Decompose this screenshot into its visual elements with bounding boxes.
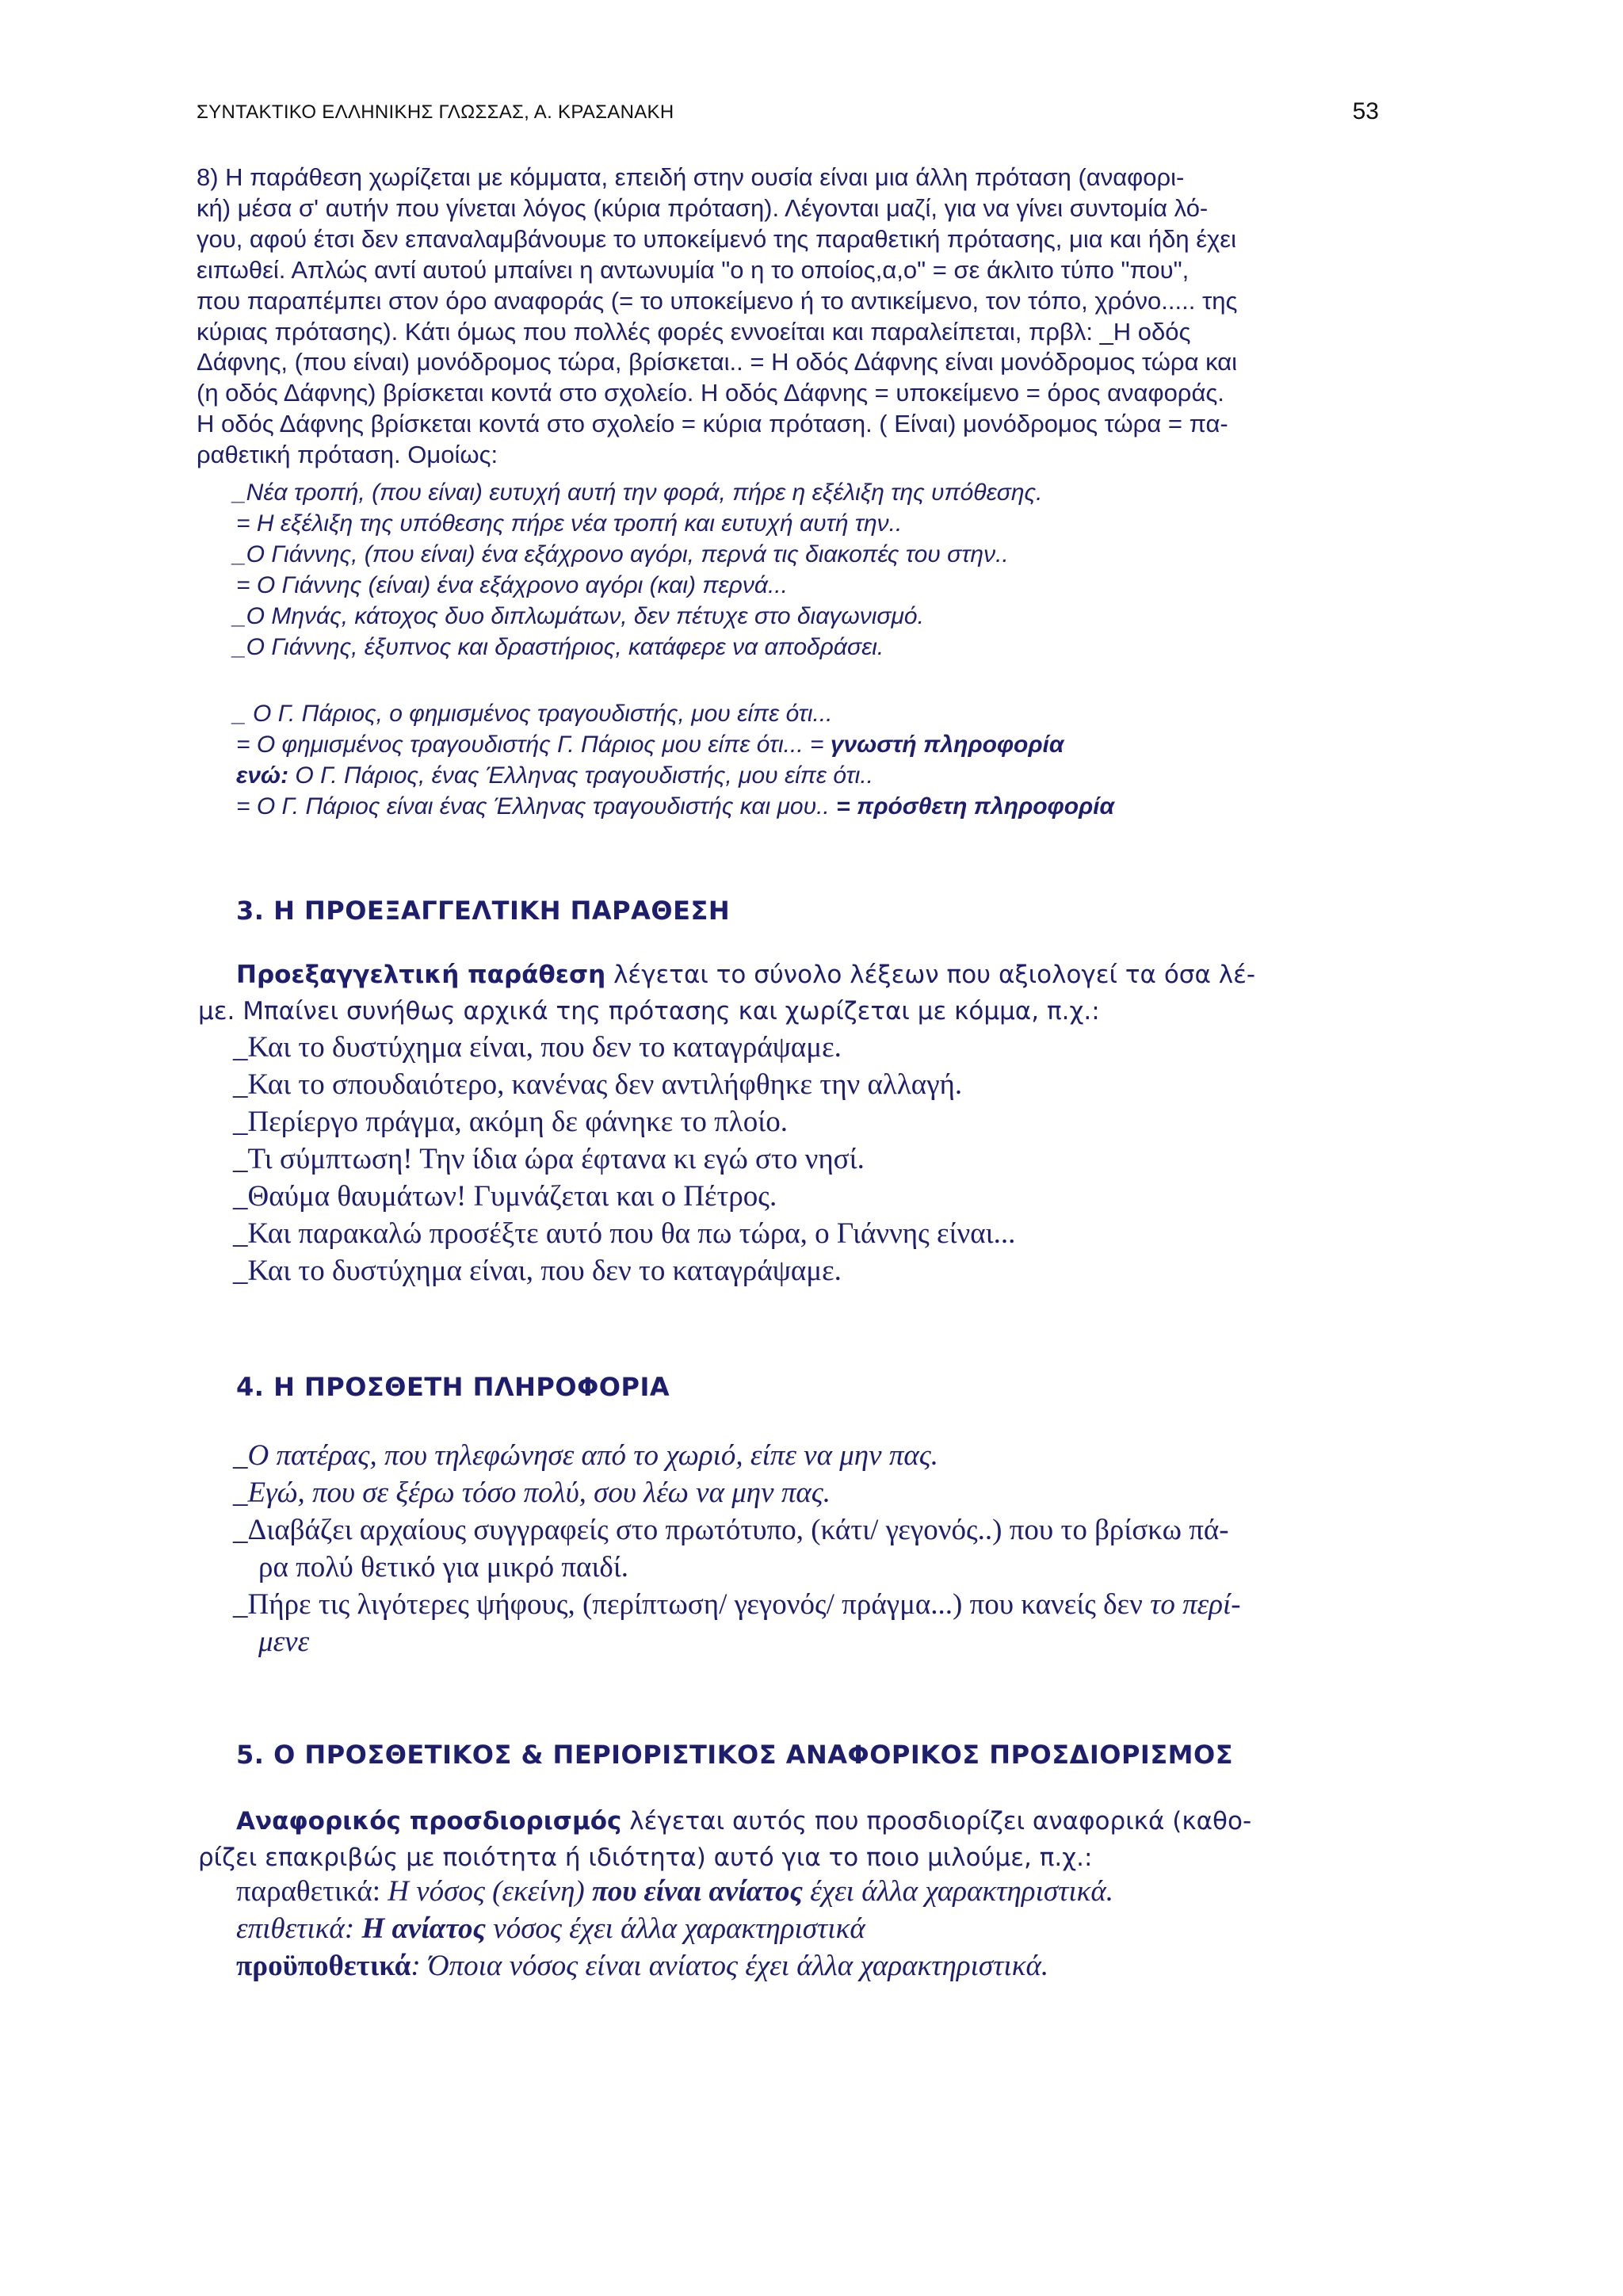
example-line: _Και το σπουδαιότερο, κανένας δεν αντιλήφθηκε την αλλαγή. — [233, 1068, 963, 1101]
example-line — [233, 1438, 938, 1473]
term: Αναφορικός προσδιορισμός — [236, 1807, 622, 1836]
text-line: γου, αφού έτσι δεν επαναλαμβάνουμε το υποκείμενό της παραθετική πρότασης, μια και ήδη έχει — [197, 224, 1236, 253]
example-line — [236, 1949, 1048, 1983]
intro-text: λέγεται το σύνολο λέξεων που αξιολογεί τα όσα λέ- — [605, 961, 1256, 989]
example-text: Ο Γ. Πάριος, ένας Έλληνας τραγουδιστής, μου είπε ότι.. — [288, 762, 874, 789]
text-line: κύριας πρότασης). Κάτι όμως που πολλές φορές εννοείται και παραλείπεται, πρβλ: _Η οδός — [197, 317, 1191, 346]
text-line: 8) Η παράθεση χωρίζεται με κόμματα, επειδή στην ουσία είναι μια άλλη πρόταση (αναφορι- — [197, 163, 1185, 191]
example-text: Η νόσος (εκείνη) — [388, 1875, 593, 1908]
example-line: _Νέα τροπή, (που είναι) ευτυχή αυτή την φορά, πήρε η εξέλιξη της υπόθεσης. — [233, 479, 1043, 506]
emphasis-label: ενώ: — [236, 762, 289, 789]
example-line — [236, 1874, 1113, 1908]
emphasis-label: γνωστή πληροφορία — [830, 732, 1064, 758]
emphasis-text: που είναι ανίατος — [592, 1875, 803, 1908]
example-text: έχει άλλα χαρακτηριστικά. — [802, 1875, 1114, 1908]
example-text: _Πήρε τις λιγότερες ψήφους, (περίπτωση/ γεγονός/ πράγμα...) που κανείς δεν — [233, 1588, 1151, 1621]
section-5-intro-cont: ρίζει επακριβώς με ποιότητα ή ιδιότητα) αυτό για το ποιο μιλούμε, π.χ.: — [198, 1843, 1093, 1872]
example-line: _Και το δυστύχημα είναι, που δεν το καταγράψαμε. — [233, 1031, 842, 1064]
example-text: : Όποια νόσος είναι ανίατος έχει άλλα χαρακτηριστικά. — [411, 1950, 1049, 1982]
term: Προεξαγγελτική παράθεση — [236, 961, 606, 989]
example-line — [236, 762, 873, 789]
example-line-cont: ρα πολύ θετικό για μικρό παιδί. — [258, 1551, 629, 1584]
example-line — [236, 793, 1114, 820]
example-label: παραθετικά: — [236, 1875, 388, 1908]
example-text: = Ο φημισμένος τραγουδιστής Γ. Πάριος μου είπε ότι... = — [236, 732, 831, 758]
example-line-cont — [258, 1625, 309, 1659]
emphasis-text: Η ανίατος — [361, 1912, 487, 1945]
example-line — [233, 1587, 1241, 1622]
example-line — [233, 1476, 831, 1510]
example-line: _Και το δυστύχημα είναι, που δεν το καταγράψαμε. — [233, 1255, 842, 1287]
example-line: = Η εξέλιξη της υπόθεσης πήρε νέα τροπή και ευτυχή αυτή την.. — [236, 510, 903, 537]
text-line: Δάφνης, (που είναι) μονόδρομος τώρα, βρίσκεται.. = Η οδός Δάφνης είναι μονόδρομος τώρα και — [197, 348, 1238, 376]
example-text: μενε — [258, 1626, 310, 1658]
text-line: (η οδός Δάφνης) βρίσκεται κοντά στο σχολείο. Η οδός Δάφνης = υποκείμενο = όρος αναφοράς. — [197, 379, 1224, 407]
text-line: κή) μέσα σ' αυτήν που γίνεται λόγος (κύρια πρόταση). Λέγονται μαζί, για να γίνει συντομία λό- — [197, 193, 1209, 222]
intro-text: λέγεται αυτός που προσδιορίζει αναφορικά (καθο- — [621, 1807, 1252, 1836]
page-number: 53 — [1352, 98, 1379, 124]
example-text: νόσος έχει άλλα χαρακτηριστικά — [486, 1912, 865, 1945]
emphasis-label: = πρόσθετη πληροφορία — [836, 793, 1115, 819]
example-label: επιθετικά: — [236, 1912, 362, 1945]
text-line: ραθετική πρόταση. Ομοίως: — [197, 441, 498, 469]
section-4-heading: 4. Η ΠΡΟΣΘΕΤΗ ΠΛΗΡΟΦΟΡΙΑ — [236, 1372, 670, 1402]
text-line: ειπωθεί. Απλώς αντί αυτού μπαίνει η αντωνυμία "ο η το οποίος,α,ο" = σε άκλιτο τύπο "που", — [197, 255, 1190, 284]
paragraph-8 — [197, 162, 1379, 471]
example-line: = Ο Γιάννης (είναι) ένα εξάχρονο αγόρι (και) περνά... — [236, 572, 788, 598]
text-line: που παραπέμπει στον όρο αναφοράς (= το υποκείμενο ή το αντικείμενο, τον τόπο, χρόνο..... της — [197, 286, 1238, 315]
example-line: _Και παρακαλώ προσέξτε αυτό που θα πω τώρα, ο Γιάννης είναι... — [233, 1217, 1016, 1250]
example-text: = Ο Γ. Πάριος είναι ένας Έλληνας τραγουδιστής και μου.. — [236, 793, 837, 819]
example-line: _Ο Μηνάς, κάτοχος δυο διπλωμάτων, δεν πέτυχε στο διαγωνισμό. — [233, 603, 924, 629]
example-text: το περί- — [1150, 1588, 1241, 1621]
example-line — [236, 1912, 865, 1946]
section-3-intro — [236, 961, 1255, 989]
section-5-heading: 5. Ο ΠΡΟΣΘΕΤΙΚΟΣ & ΠΕΡΙΟΡΙΣΤΙΚΟΣ ΑΝΑΦΟΡΙΚΟΣ ΠΡΟΣΔΙΟΡΙΣΜΟΣ — [236, 1740, 1234, 1770]
example-line: _Διαβάζει αρχαίους συγγραφείς στο πρωτότυπο, (κάτι/ γεγονός..) που το βρίσκω πά- — [233, 1514, 1229, 1546]
section-3-intro-cont: με. Μπαίνει συνήθως αρχικά της πρότασης και χωρίζεται με κόμμα, π.χ.: — [198, 997, 1100, 1026]
example-line — [236, 732, 1064, 758]
page-header — [197, 97, 1379, 128]
example-label: προϋποθετικά — [236, 1950, 411, 1982]
example-line: _Ο Γιάννης, (που είναι) ένα εξάχρονο αγόρι, περνά τις διακοπές του στην.. — [233, 541, 1009, 567]
example-text: _Εγώ, που σε ξέρω τόσο πολύ, σου λέω να μην πας. — [233, 1477, 831, 1509]
section-5-intro — [236, 1807, 1251, 1836]
example-line: _Ο Γιάννης, έξυπνος και δραστήριος, κατάφερε να αποδράσει. — [233, 634, 884, 660]
example-line: _Περίεργο πράγμα, ακόμη δε φάνηκε το πλοίο. — [233, 1106, 788, 1138]
running-title: ΣΥΝΤΑΚΤΙΚΟ ΕΛΛΗΝΙΚΗΣ ΓΛΩΣΣΑΣ, Α. ΚΡΑΣΑΝΑΚΗ — [197, 101, 674, 123]
example-line: _Τι σύμπτωση! Την ίδια ώρα έφτανα κι εγώ στο νησί. — [233, 1143, 865, 1175]
example-text: _Ο πατέρας, που τηλεφώνησε από το χωριό, είπε να μην πας. — [233, 1439, 939, 1472]
section-3-heading: 3. Η ΠΡΟΕΞΑΓΓΕΛΤΙΚΗ ΠΑΡΑΘΕΣΗ — [236, 896, 731, 926]
text-line: Η οδός Δάφνης βρίσκεται κοντά στο σχολείο = κύρια πρόταση. ( Είναι) μονόδρομος τώρα = πα- — [197, 410, 1228, 438]
example-line: _Θαύμα θαυμάτων! Γυμνάζεται και ο Πέτρος. — [233, 1180, 777, 1213]
example-line: _ Ο Γ. Πάριος, ο φημισμένος τραγουδιστής, μου είπε ότι... — [233, 701, 833, 727]
